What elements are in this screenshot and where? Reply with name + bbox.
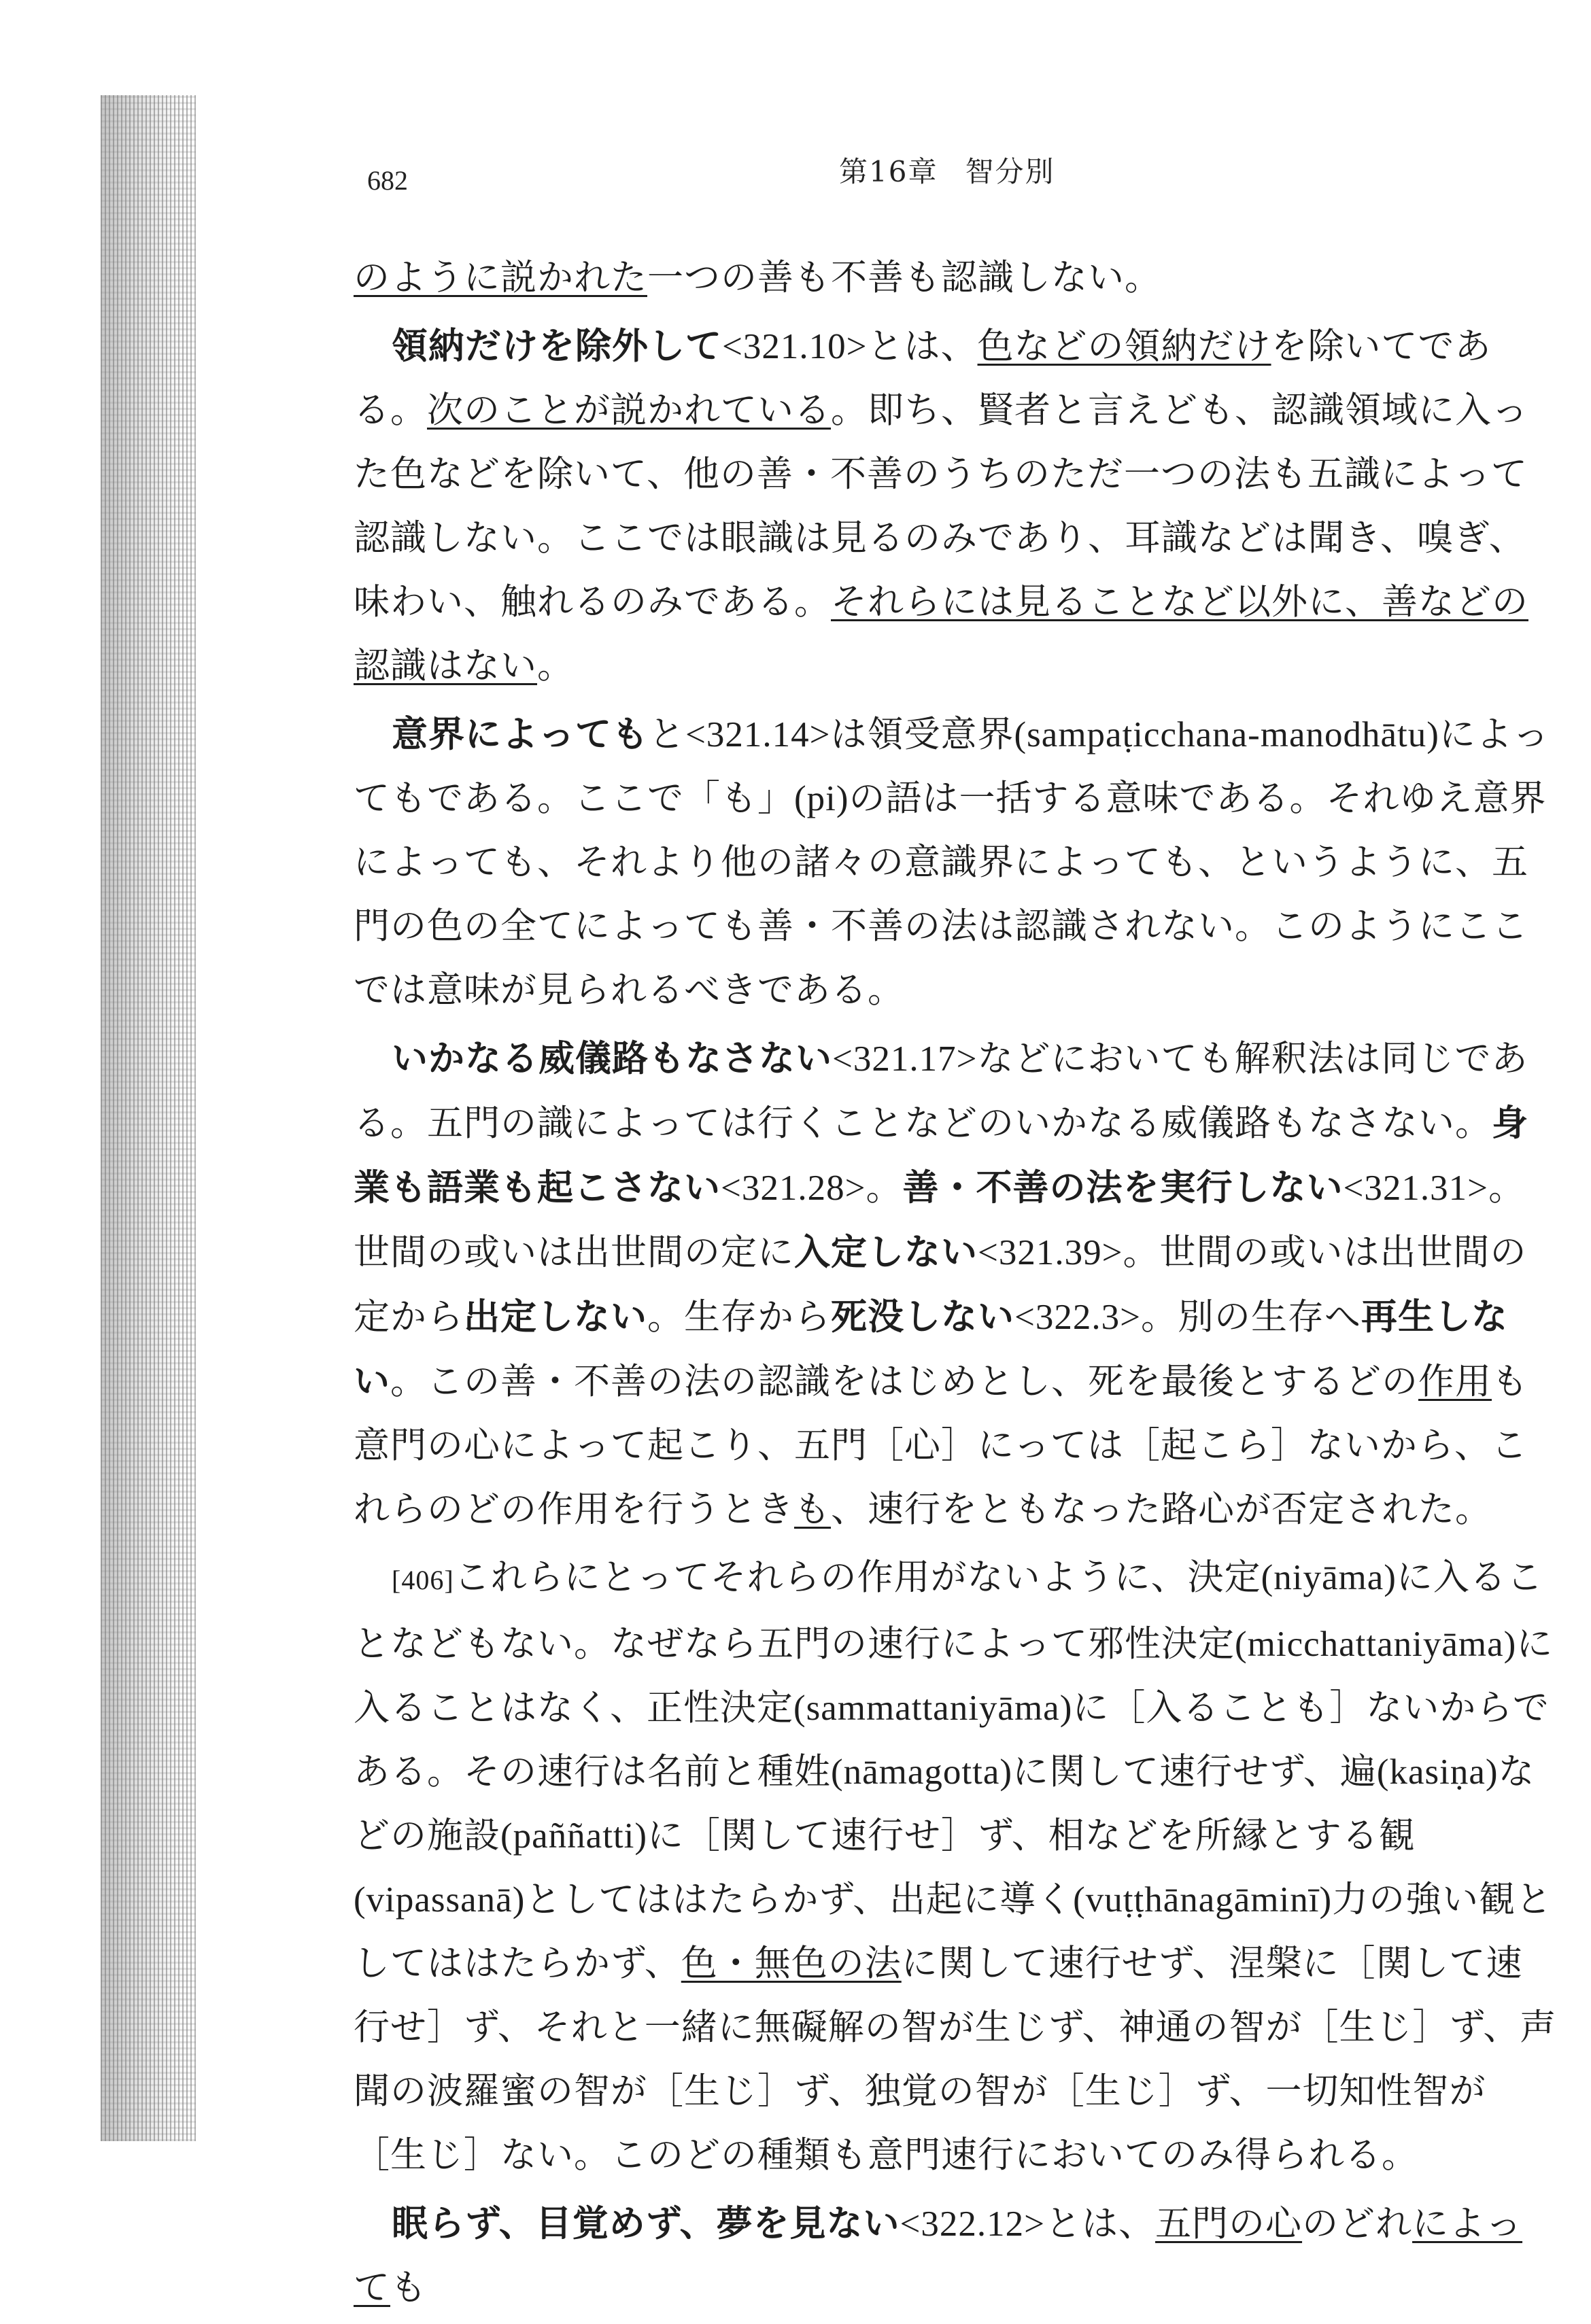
underlined-text: 色などの領納だけ	[977, 326, 1271, 367]
text-run: 。別の生存へ	[1141, 1296, 1362, 1338]
text-run: 。	[866, 1167, 903, 1209]
text-run: 。	[537, 645, 574, 687]
bold-term: 入定しない	[794, 1231, 978, 1273]
text-run: に関して速行せず、涅槃に［関して速行せ］ず、それと一緒に無礙解の智が生じず、神通の智が［生じ］ず、声聞の波羅蜜の智が［生じ］ず、独覚の智が［生じ］ず、一切知性智が［生じ］ない。このどの種類も意門速行においてのみ得られる。	[354, 1943, 1557, 2176]
text-run: 。即ち、賢者と言えども、認識領域に入った色などを除いて、他の善・不善のうちのただ一つの法も五識によって認識しない。ここでは眼識は見るのみであり、耳識などは聞き、嗅ぎ、味わい、触れるのみである。	[354, 389, 1528, 623]
text-run: と	[649, 714, 685, 755]
paragraph-0	[354, 246, 1557, 310]
underlined-text: 色・無色の法	[681, 1943, 902, 1984]
text-run: も	[390, 2267, 427, 2308]
paragraph-4	[354, 1546, 1557, 2187]
citation: (sampaṭicchana-manodhātu)	[1014, 715, 1439, 755]
underlined-text: によって	[354, 2203, 1523, 2308]
text-run: 。世間の或いは出世間の定に	[354, 1167, 1526, 1273]
text-run: これらにとってそれらの作用がないように、決定	[454, 1557, 1261, 1598]
text-run: などにおいても解釈法は同じである。五門の識によっては行くことなどのいかなる威儀路もなさない。	[354, 1038, 1528, 1144]
bold-term: 善・不善の法を実行しない	[902, 1166, 1344, 1209]
citation: <321.17>	[832, 1039, 978, 1079]
citation: (nāmagotta)	[831, 1752, 1013, 1792]
citation: (niyāma)	[1261, 1558, 1397, 1597]
text-run: 。生存から	[647, 1296, 831, 1338]
bold-term: 意界によっても	[392, 713, 649, 755]
text-run: に入ることはなく、正性決定	[354, 1623, 1554, 1729]
bold-term: 再生しない	[354, 1296, 1509, 1402]
citation: <321.31>	[1343, 1168, 1489, 1208]
text-run: などの施設	[354, 1751, 1535, 1856]
text-run: とは、	[1045, 2203, 1156, 2244]
text-run: とは、	[867, 326, 978, 367]
text-run: 力の強い観としてははたらかず、	[354, 1879, 1553, 1984]
text-run: は領受意界	[830, 714, 1014, 755]
bold-term: 領納だけを除外して	[392, 325, 722, 367]
text-run: 。世間の或いは出世間の定から	[354, 1232, 1527, 1338]
bold-term: 身業も語業も起こさない	[354, 1102, 1528, 1209]
bold-term: いかなる威儀路もなさない	[392, 1037, 832, 1079]
running-head	[839, 150, 1055, 190]
paragraph-3	[354, 1026, 1557, 1542]
citation: (micchattaniyāma)	[1235, 1625, 1517, 1664]
citation: (vipassanā)	[354, 1880, 526, 1920]
text-run: のどれ	[1302, 2203, 1413, 2244]
bold-term: 眠らず、目覚めず、夢を見ない	[392, 2202, 900, 2244]
text-run: によってもである。ここで「も」	[354, 714, 1550, 819]
underlined-text: 次のことが説かれている	[427, 389, 831, 431]
citation: <321.28>	[721, 1168, 866, 1208]
citation: <321.10>	[722, 327, 868, 366]
citation: (paññatti)	[500, 1816, 648, 1856]
running-head-title: 智分別	[965, 155, 1055, 188]
citation: (sammattaniyāma)	[793, 1688, 1073, 1728]
underlined-text: も	[794, 1489, 831, 1530]
text-run: に［関して速行せ］ず、相などを所縁とする観	[647, 1815, 1416, 1856]
underlined-text: のように説かれた	[354, 257, 647, 298]
text-run: に入ることなどもない。なぜなら五門の速行によって邪性決定	[354, 1557, 1543, 1665]
page-number: 682	[367, 165, 408, 196]
reference-mark: [406]	[392, 1565, 454, 1595]
text-run: 。この善・不善の法の認識をはじめとし、死を最後とするどの	[390, 1361, 1418, 1402]
text-run: に［入ることも］ないからである。その速行は名前と種姓	[354, 1687, 1550, 1792]
underlined-text: 五門の心	[1155, 2203, 1303, 2244]
binding-shadow	[101, 95, 196, 2141]
bold-term: 出定しない	[464, 1296, 647, 1338]
text-run: としてははたらかず、出起に導く	[525, 1879, 1074, 1920]
paragraph-2	[354, 702, 1557, 1022]
running-head-chapter: 第16章	[839, 155, 938, 188]
paragraph-1	[354, 314, 1557, 698]
citation: (pi)	[794, 779, 849, 818]
body-text	[354, 246, 1557, 2324]
text-run: に関して速行せず、遍	[1012, 1751, 1377, 1792]
paragraph-5	[354, 2191, 1557, 2320]
citation: (kasiṇa)	[1376, 1752, 1499, 1792]
citation: <322.3>	[1014, 1298, 1142, 1337]
bold-term: 死没しない	[831, 1296, 1014, 1338]
citation: <322.12>	[900, 2204, 1046, 2244]
citation: (vuṭṭhānagāminī)	[1073, 1880, 1333, 1920]
citation: <321.14>	[685, 715, 831, 755]
underlined-text: 作用	[1418, 1361, 1492, 1402]
text-run: の語は一括する意味である。それゆえ意界によっても、それより他の諸々の意識界によっても、というように、五門の色の全てによっても善・不善の法は認識されない。このようにここでは意味が見られるべきである。	[354, 778, 1547, 1011]
text-run: を除いてである。	[354, 326, 1492, 431]
text-run: 一つの善も不善も認識しない。	[647, 257, 1161, 298]
text-run: も意門の心によって起こり、五門［心］にっては［起こら］ないから、これらのどの作用を行うとき	[354, 1361, 1528, 1530]
citation: <321.39>	[978, 1233, 1123, 1272]
text-run: 、速行をともなった路心が否定された。	[831, 1489, 1492, 1530]
underlined-text: それらには見ることなど以外に、善などの認識はない	[354, 581, 1528, 687]
